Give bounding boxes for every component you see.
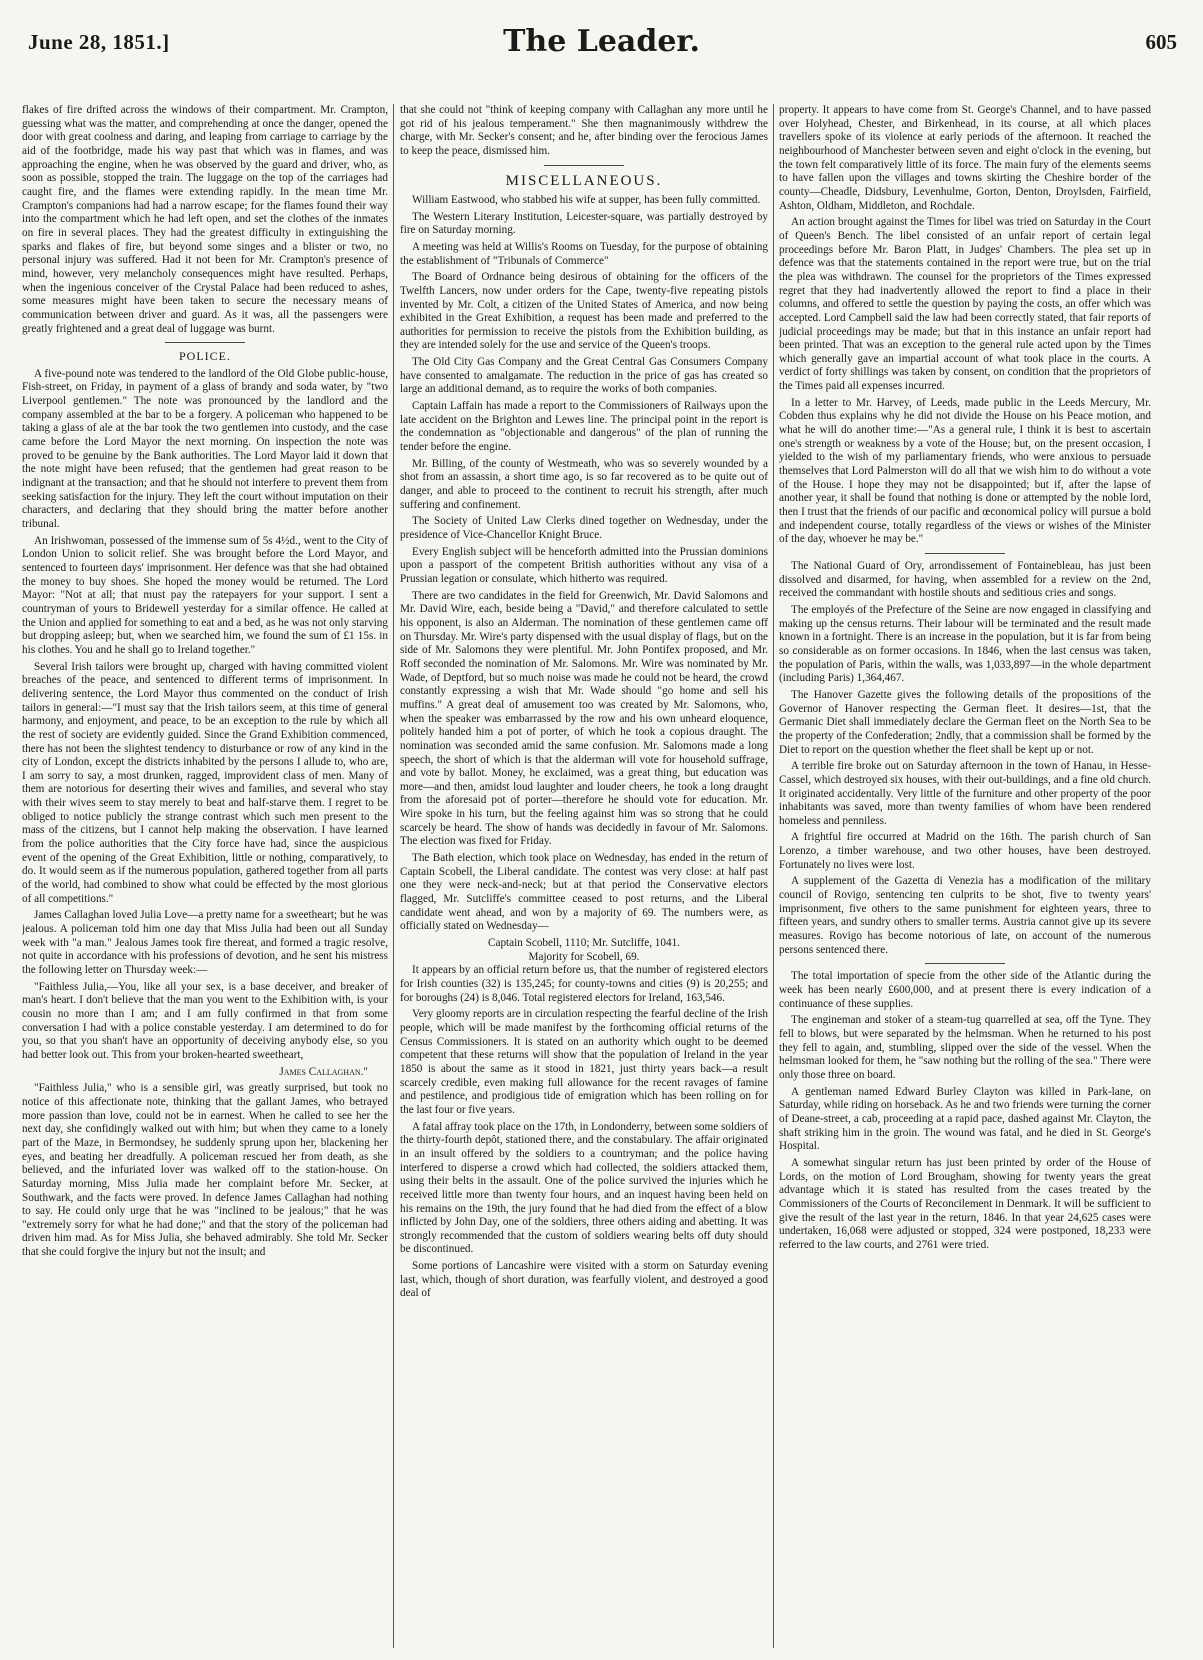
news-item: Very gloomy reports are in circulation respecting the fearful decline of the Irish people, which will be made manifest by the forthcoming official returns of the Census Commissioners. It is stated on an authority which ought to be deemed competent that these returns will show that the population of Ireland in the year 1850 is about the same as it stood in 1821, just thirty years back—a result scarcely credible, even making full allowance for the recent ravages of famine and pestilence, and prodigious tide of emigration which has been rolling on for the last four or five years.	[400, 1008, 768, 1116]
column-3	[779, 104, 1151, 1648]
election-result: Captain Scobell, 1110; Mr. Sutcliffe, 1041.	[488, 937, 680, 950]
police-heading: POLICE.	[179, 349, 231, 364]
election-majority: Majority for Scobell, 69.	[528, 950, 640, 963]
letter-text: "Faithless Julia,—You, like all your sex, is a base deceiver, and breaker of man's heart. I don't believe that the man you went to the Exhibition with, is your cousin no more than I am; and I am fully confirmed in that from some conversation I had with a police constable yesterday. I am determined to do for you, so that you shan't have an opportunity of deceiving anybody else, so you had better look out. This from your broken-hearted sweetheart,	[22, 980, 388, 1061]
news-item: Some portions of Lancashire were visited with a storm on Saturday evening last, which, though of short duration, was fearfully violent, and destroyed a good deal of	[400, 1260, 768, 1300]
news-item: William Eastwood, who stabbed his wife at supper, has been fully committed.	[412, 193, 761, 206]
miscellaneous-heading: MISCELLANEOUS.	[505, 172, 663, 189]
news-item: An action brought against the Times for libel was tried on Saturday in the Court of Queen's Bench. The libel consisted of an unfair report of certain legal proceedings before Mr. Baron Platt, in Judges' Chambers. The plea set up in defence was that the statements contained in the report were true, but on the trial the plea was withdrawn. The counsel for the proprietors of the Times expressed regret that they had inadvertently allowed the report to find a place in their columns, and offered to settle the question by paying the costs, an offer which was accepted. Lord Campbell said the law had been correctly stated, that fair reports of judicial proceedings may be made; but that in this instance an unfair report had been printed. That was an exception to the general rule acted upon by the Times which generally gave an impartial account of what took place in the courts. A verdict of forty shillings was taken by consent, on condition that the proprietors of the Times paid all expenses incurred.	[779, 216, 1151, 393]
news-item: A somewhat singular return has just been printed by order of the House of Lords, on the motion of Lord Brougham, showing for twenty years the great advantage which it is stated has resulted from the cases treated by the Commissioners of the Courts of Reconcilement in Denmark. It will be sufficient to give the result of the last year in the return, 1846. In that year 24,625 cases were undertaken, 16,068 were adjusted or stopped, 324 were postponed, 18,233 were referred to the law courts, and 2761 were tried.	[779, 1156, 1151, 1251]
article-paragraph: An Irishwoman, possessed of the immense sum of 5s 4½d., went to the City of London Union to solicit relief. She was brought before the Lord Mayor, and sentenced to fourteen days' imprisonment. Her defence was that she had obtained the money to buy shoes. She hoped the money would be returned. The Lord Mayor: "Not at all; that must pay the ratepayers for your support. I sent a countryman of yours to Bridewell yesterday for a similar offence. He called at the Union and applied for something to eat and a bed, as he was not only starving but dropping asleep; but, when we searched him, we found the sum of £1 15s. in his clothes. You and he shall go to Ireland together."	[22, 534, 388, 656]
news-item: In a letter to Mr. Harvey, of Leeds, made public in the Leeds Mercury, Mr. Cobden thus explains why he did not divide the House on his Peace motion, and what he will do another time:—"As a general rule, I think it is best to ascertain one's strength or weakness by a vote of the House; but, on the present occasion, I yielded to the wish of my parliamentary friends, who were anxious to persuade themselves that Lord Palmerston will do all that we wish him to do without a vote of the House. I hope they may not be disappointed; but if, after the lapse of another year, it shall be found that nothing is done or attempted by the noble lord, then I trust that the friends of our pacific and œconomical policy will pursue a bold and independent course, totally regardless of the views or wishes of the Minister of the day, whoever he may be."	[779, 396, 1151, 546]
news-item: The Bath election, which took place on Wednesday, has ended in the return of Captain Scobell, the Liberal candidate. The contest was very close: at half past one they were neck-and-neck; but at that period the Conservative electors flagged, Mr. Sutcliffe's committee ceased to post returns, and the Liberal candidate went ahead, and won by a majority of 69. The numbers were, as officially stated on Wednesday—	[400, 852, 768, 933]
news-item: The Board of Ordnance being desirous of obtaining for the officers of the Twelfth Lancers, now under orders for the Cape, twenty-five repeating pistols invented by Mr. Colt, a citizen of the United States of America, and now being exhibited in the Great Exhibition, a request has been made and preferred to the authorities for permission to receive the pistols from the Exhibition building, as they are intended solely for the use and service of the Queen's troops.	[400, 271, 768, 352]
news-item: The National Guard of Ory, arrondissement of Fontainebleau, has just been dissolved and disarmed, for having, when assembled for a review on the 2nd, received the commandant with hostile shouts and seditious cries and songs.	[779, 560, 1151, 600]
article-continuation: that she could not "think of keeping company with Callaghan any more until he got rid of his jealous temperament." She then magnanimously withdrew the charge, with Mr. Secker's consent; and he, after binding over the ferocious James to keep the peace, dismissed him.	[400, 104, 768, 157]
news-item: A gentleman named Edward Burley Clayton was killed in Park-lane, on Saturday, while riding on horseback. As he and two friends were turning the corner of Deane-street, a cab, proceeding at a rapid pace, dashed against Mr. Clayton, the shaft striking him in the groin. The wound was fatal, and he died in St. George's Hospital.	[779, 1085, 1151, 1153]
issue-date: June 28, 1851.]	[28, 30, 170, 54]
article-paragraph: "Faithless Julia," who is a sensible girl, was greatly surprised, but took no notice of this affectionate note, thinking that the gallant James, who betrayed more passion than love, could not be in earnest. When he called to see her the next day, she confidingly walked out with him; but when they came to a lonely part of the Maze, in Bermondsey, he suddenly sprung upon her, blackening her eyes, and beating her dreadfully. A policeman rescued her from death, as she believed, and the infuriated lover was walked off to the station-house. On Saturday morning, Miss Julia made her complaint before Mr. Secker, at Southwark, and the facts were proved. In defence James Callaghan had nothing to say. He could only urge that he was "inclined to be jealous;" that he was "extremely sorry for what he had done;" and that the story of the policeman had driven him mad. As for Miss Julia, she behaved admirably. She told Mr. Secker that she could forgive the injury but not the insult; and	[22, 1082, 388, 1259]
masthead	[20, 14, 1183, 60]
news-item: Captain Laffain has made a report to the Commissioners of Railways upon the late accident on the Brighton and Lewes line. The principal point in the report is the condemnation as "objectionable and dangerous" of the plan of running the tender before the engine.	[400, 400, 768, 454]
article-paragraph: James Callaghan loved Julia Love—a pretty name for a sweetheart; but he was jealous. A policeman told him one day that Miss Julia had been out all Sunday week with "a man." Jealous James took fire thereat, and formed a tragic resolve, not quite in accordance with his professions of devotion, and he sent his mistress the following letter on Thursday week:—	[22, 909, 388, 976]
news-item: The Old City Gas Company and the Great Central Gas Consumers Company have consented to amalgamate. The reduction in the price of gas has created so large an additional demand, as to require the works of both companies.	[400, 356, 768, 396]
news-item: A supplement of the Gazetta di Venezia has a modification of the military council of Rovigo, sentencing ten culprits to be shot, five to twenty years' imprisonment, five others to the same punishment for eighteen years, three to fifteen years, and sundry others to smaller terms. Austria cannot give up its severe measures. Rovigo has become notorious of late, on account of the numerous persons sentenced there.	[779, 875, 1151, 956]
column-1	[22, 104, 388, 1648]
news-item: A fatal affray took place on the 17th, in Londonderry, between some soldiers of the thirty-fourth depôt, stationed there, and the constabulary. The affair originated in an insult offered by the soldiers to a countryman; and the police having interfered to disperse a crowd which had collected, the soldiers attacked them, using their belts in the assault. One of the police survived the injuries which he received little more than twenty four hours, and an inquest having been held on his remains on the 19th, the jury found that he had died from the effect of a blow inflicted by John Day, one of the soldiers, three others aiding and abetting. It was strongly recommended that the custom of soldiers wearing belts off duty should be discontinued.	[400, 1120, 768, 1256]
article-continuation: property. It appears to have come from St. George's Channel, and to have passed over Holyhead, Chester, and Birkenhead, in its course, at all which places travellers spoke of its violence at early periods of the afternoon. It reached the neighbourhood of Manchester between seven and eight o'clock in the evening, but the town felt comparatively little of its force. The main fury of the elements seems to have fallen upon the villages and towns skirting the Cheshire border of the county—Cheadle, Didsbury, Levenhulme, Gorton, Denton, Droylsden, Fairfield, Ashton, Oldham, Middleton, and Rochdale.	[779, 104, 1151, 212]
news-item: Mr. Billing, of the county of Westmeath, who was so severely wounded by a shot from an assassin, a short time ago, is so far recovered as to be quite out of danger, and able to proceed to the continent to recruit his strength, after much suffering and confinement.	[400, 457, 768, 511]
section-rule	[925, 553, 1005, 554]
news-item: The Hanover Gazette gives the following details of the propositions of the Governor of Hanover respecting the German fleet. It desires—1st, that the Germanic Diet shall immediately declare the German fleet on the North Sea to be the property of the Confederation; 2ndly, that a commission shall be formed by the Diet to report on the question whether the fleet shall be kept up or not.	[779, 688, 1151, 756]
news-item: There are two candidates in the field for Greenwich, Mr. David Salomons and Mr. David Wire, each, beside being a "David," and therefore calculated to settle his opponent, is also an Alderman. The nomination of these gentlemen came off on Thursday. Mr. Wire's party dispensed with the usual display of flags, but on the side of Mr. Salomons they were plentiful. Mr. John Pontifex proposed, and Mr. Roff seconded the nomination of Mr. Salomons. Mr. Wire was nominated by Mr. Wade, of Deptford, but so much noise was made he could not be heard, the crowd constantly expressing a wish that Mr. Wade should "go home and sell his muffins." A great deal of amusement too was created by Mr. Salomons, who, when the speaker was embarrassed by the row and his own unheard eloquence, politely handed him a pot of porter, of which he took a copious draught. The nomination was seconded amid the same confusion. Mr. Salomons made a long speech, the short of which is that the alderman will vote for household suffrage, and vote by ballot. Money, he exclaimed, was a great thing, but education was more—and then, amidst loud laughter and louder cheers, he took a long draught from the aforesaid pot of porter—therefore he should vote for education. Mr. Wire spoke in his turn, but the feeling against him was so strong that he could scarcely be heard. The show of hands was decidedly in favour of Mr. Salomons. The election was fixed for Friday.	[400, 589, 768, 848]
article-paragraph: A five-pound note was tendered to the landlord of the Old Globe public-house, Fish-street, on Friday, in payment of a glass of brandy and soda water, by "two Liverpool gentlemen." The note was pronounced by the landlord and the company assembled at the bar to be a forgery. A policeman who happened to be taking a glass of ale at the bar took the two gentlemen into custody, and the case came before the Lord Mayor the next morning. On inspection the note was proved to be genuine by the Bank authorities. The Lord Mayor laid it down that the note might have been refused; that the gentlemen had great reason to be indignant at the transaction; and that he should not interfere to prevent them from seeking satisfaction for the injury. They left the court without imputation on their characters, and declaring that they should bring the matter before another tribunal.	[22, 367, 388, 530]
news-item: The engineman and stoker of a steam-tug quarrelled at sea, off the Tyne. They fell to blows, but were separated by the helmsman. When he returned to his post they fell to again, and, stumbling, slipped over the side of the vessel. When the helmsman looked for them, he "saw nothing but the rolling of the sea." There were only those three on board.	[779, 1014, 1151, 1081]
column-2	[400, 104, 768, 1648]
section-rule	[165, 342, 245, 343]
news-item: It appears by an official return before us, that the number of registered electors for Irish counties (32) is 135,245; for county-towns and cities (9) is 20,255; and for boroughs (24) is 8,046. Total registered electors for Ireland, 163,546.	[400, 964, 768, 1004]
news-item: The employés of the Prefecture of the Seine are now engaged in classifying and making up the census returns. Their labour will be terminated and the result made known in a fortnight. There is an increase in the population, but it is far from being so considerable as on former occasions. In 1846, when the last census was taken, the population of Paris, within the walls, was 1,033,897—in the whole department (including Paris) 1,364,467.	[779, 603, 1151, 685]
news-item: Every English subject will be henceforth admitted into the Prussian dominions upon a passport of the competent British authorities without any visa of a Prussian legation or consulate, which hitherto was required.	[400, 545, 768, 585]
news-item: The Society of United Law Clerks dined together on Wednesday, under the presidence of Vice-Chancellor Knight Bruce.	[400, 515, 768, 542]
letter-signature: James Callaghan."	[279, 1065, 368, 1078]
column-divider	[773, 104, 774, 1648]
news-item: A terrible fire broke out on Saturday afternoon in the town of Hanau, in Hesse-Cassel, which destroyed six houses, with their out-buildings, and a fine old church. It originated accidentally. Very little of the furniture and other property of the poor inhabitants was saved, more than twenty families of whom have been rendered homeless and penniless.	[779, 760, 1151, 827]
article-continuation: flakes of fire drifted across the windows of their compartment. Mr. Crampton, guessing what was the matter, and comprehending at once the danger, opened the door with great coolness and daring, and leaping from carriage to carriage by the aid of the footbridge, made his way past that which was in flames, and was approaching the engine, when he was observed by the guard and driver, who, as soon as possible, stopped the train. The luggage on the top of the carriages had caught fire, and the flames were extending rapidly. In the mean time Mr. Crampton's companions had had a narrow escape; for the flames found their way into the compartment which he had left open, and set the clothes of the inmates on fire in several places. They had the greatest difficulty in extinguishing the sparks and flakes of fire, but beyond some singes and a blister or two, no personal injury was suffered. Had it not been for Mr. Crampton's presence of mind, however, very melancholy consequences might have resulted. Perhaps, when the ingenious conceiver of the Crystal Palace had been reduced to ashes, some measures might have been taken to secure the necessary means of communication between driver and guard. As it was, all the passengers were greatly frightened and a great deal of luggage was burnt.	[22, 104, 388, 335]
section-rule	[925, 963, 1005, 964]
page-number: 605	[1145, 30, 1177, 54]
news-item: A frightful fire occurred at Madrid on the 16th. The parish church of San Lorenzo, a timber warehouse, and two other houses, have been destroyed. Fortunately no lives were lost.	[779, 831, 1151, 871]
newspaper-title: The Leader.	[503, 24, 700, 59]
news-item: The Western Literary Institution, Leicester-square, was partially destroyed by fire on Saturday morning.	[400, 210, 768, 237]
news-item: A meeting was held at Willis's Rooms on Tuesday, for the purpose of obtaining the establishment of "Tribunals of Commerce"	[400, 240, 768, 267]
article-paragraph: Several Irish tailors were brought up, charged with having committed violent breaches of the peace, and sentenced to different terms of imprisonment. In delivering sentence, the Lord Mayor thus commented on the conduct of Irish tailors in general:—"I must say that the Irish tailors seem, at this time of general harmony, and enjoyment, and peace, to be an exception to the rule by which all the rest of society are evidently guided. Since the Grand Exhibition commenced, there has not been the slightest tendency to disturbance or row of any kind in the city of London, except the districts inhabited by the persons I allude to, who are, I am sorry to say, a most drunken, ragged, improvident class of men. Many of them are notorious for deserting their wives and families, and several who stay with their wives seem to stay merely to beat and half-starve them. I regret to be obliged to notice publicly the strange contrast which such men present to the mass of the citizens, but I cannot help making the observation. I have learned from the police authorities that the City force have had, since the auspicious event of the opening of the Great Exhibition, little or nothing, comparatively, to do. It would seem as if the numerous population, gathered together from all parts of the world, had combined to show what could be effected by the most glorious of all competitions."	[22, 660, 388, 905]
section-rule	[544, 165, 624, 166]
news-item: The total importation of specie from the other side of the Atlantic during the week has been nearly £600,000, and at present there is every indication of a continuance of these supplies.	[779, 970, 1151, 1010]
column-divider	[393, 104, 394, 1648]
